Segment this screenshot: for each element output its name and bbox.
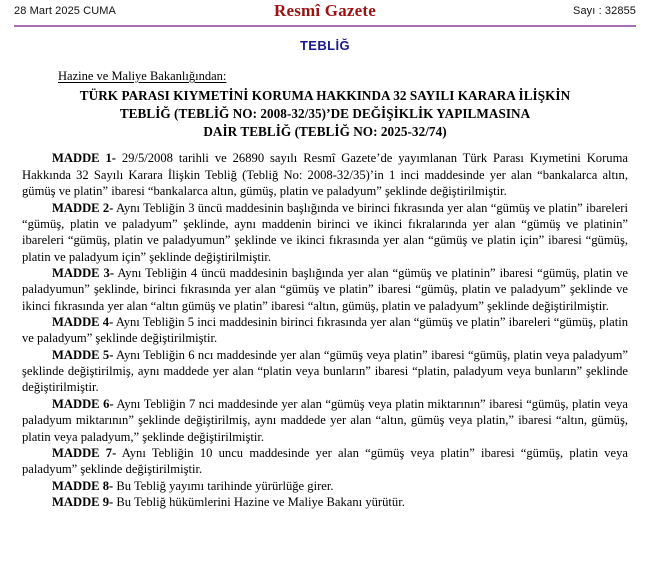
article-8-text: Bu Tebliğ yayımı tarihinde yürürlüğe girer. — [113, 478, 334, 493]
section-heading: TEBLİĞ — [299, 38, 351, 53]
article-2-marker: MADDE 2- — [52, 200, 114, 215]
article-9 — [22, 494, 628, 510]
masthead — [0, 0, 650, 22]
article-4-marker: MADDE 4- — [52, 315, 114, 330]
masthead-date: 28 Mart 2025 CUMA — [14, 5, 116, 17]
article-9-text: Bu Tebliğ hükümlerini Hazine ve Maliye Bakanı yürütür. — [113, 494, 405, 509]
article-2-text: Aynı Tebliğin 3 üncü maddesinin başlığında ve birinci fıkrasında yer alan “gümüş ve platin” ibareleri “gümüş, platin ve paladyum” şeklinde, aynı maddenin birinci ve ikinci fıkralarında yer alan “gümüş ve platinin” ibareleri “gümüş, platin ve paladyumun” şeklinde ve ikinci fıkrasında yer alan “gümüş ve platin için” ibaresi “gümüş, platin ve paladyum için” şeklinde değiştirilmiştir. — [22, 200, 628, 264]
masthead-divider — [14, 25, 636, 27]
article-7 — [22, 445, 628, 478]
masthead-issue-number: Sayı : 32855 — [573, 5, 636, 17]
article-7-marker: MADDE 7- — [52, 445, 117, 460]
document-body — [22, 150, 628, 510]
masthead-title: Resmî Gazete — [274, 1, 376, 20]
article-5-text: Aynı Tebliğin 6 ncı maddesinde yer alan “gümüş veya platin” ibaresi “gümüş, platin veya paladyum” şeklinde değiştirilmiş, aynı maddede yer alan “platin veya bunların” ibaresi “platin, paladyum veya bunların” şeklinde değiştirilmiştir. — [22, 347, 628, 395]
document-title-line-1: TÜRK PARASI KIYMETİNİ KORUMA HAKKINDA 32 SAYILI KARARA İLİŞKİN — [79, 88, 571, 103]
article-1 — [22, 150, 628, 199]
article-1-text: 29/5/2008 tarihli ve 26890 sayılı Resmî Gazete’de yayımlanan Türk Parası Kıymetini Koruma Hakkında 32 Sayılı Karara İlişkin Tebliğ (Tebliğ No: 2008-32/35)’in 1 inci maddesinde yer alan “bankalarca altın, gümüş ve platin” ibaresi “bankalarca altın, gümüş, platin ve paladyum” şeklinde değiştirilmiştir. — [22, 151, 628, 199]
article-6-text: Aynı Tebliğin 7 nci maddesinde yer alan “gümüş veya platin miktarının” ibaresi “gümüş, platin veya paladyum miktarının” şeklinde değiştirilmiş, aynı maddede yer alan “altın, gümüş veya platin,” ibaresi “altın, gümüş, platin veya paladyum,” şeklinde değiştirilmiştir. — [22, 396, 628, 444]
article-8 — [22, 478, 628, 494]
article-7-text: Aynı Tebliğin 10 uncu maddesinde yer alan “gümüş veya platin” ibaresi “gümüş, platin veya paladyum” şeklinde değiştirilmiştir. — [22, 445, 628, 477]
article-3-text: Aynı Tebliğin 4 üncü maddesinin başlığında yer alan “gümüş ve platinin” ibaresi “gümüş, platin ve paladyumun” şeklinde, birinci fıkrasında yer alan “gümüş ve platin” ibaresi “gümüş, platin ve paladyum” şeklinde ve ikinci fıkrasında yer alan “altın gümüş ve platin” ibaresi “altın, gümüş, platin ve paladyum” şeklinde değiştirilmiştir. — [22, 265, 629, 313]
article-2 — [22, 200, 628, 265]
article-3 — [22, 265, 628, 314]
article-6 — [22, 396, 628, 445]
article-9-marker: MADDE 9- — [52, 494, 114, 509]
issuer-line — [0, 67, 650, 85]
article-1-marker: MADDE 1- — [52, 151, 116, 166]
article-3-marker: MADDE 3- — [52, 265, 115, 280]
issuing-authority: Hazine ve Maliye Bakanlığından: — [58, 69, 227, 83]
article-5 — [22, 347, 628, 396]
article-4 — [22, 314, 628, 347]
article-8-marker: MADDE 8- — [52, 478, 114, 493]
article-6-marker: MADDE 6- — [52, 396, 114, 411]
document-title-line-2: TEBLİĞ (TEBLİĞ NO: 2008-32/35)’DE DEĞİŞİKLİK YAPILMASINA — [119, 105, 531, 121]
article-5-marker: MADDE 5- — [52, 347, 114, 362]
document-title-line-3: DAİR TEBLİĞ (TEBLİĞ NO: 2025-32/74) — [203, 123, 447, 139]
article-4-text: Aynı Tebliğin 5 inci maddesinin birinci fıkrasında yer alan “gümüş ve platin” ibareleri “gümüş, platin ve paladyum” şeklinde değiştirilmiştir. — [22, 315, 628, 346]
document-title — [40, 87, 610, 140]
